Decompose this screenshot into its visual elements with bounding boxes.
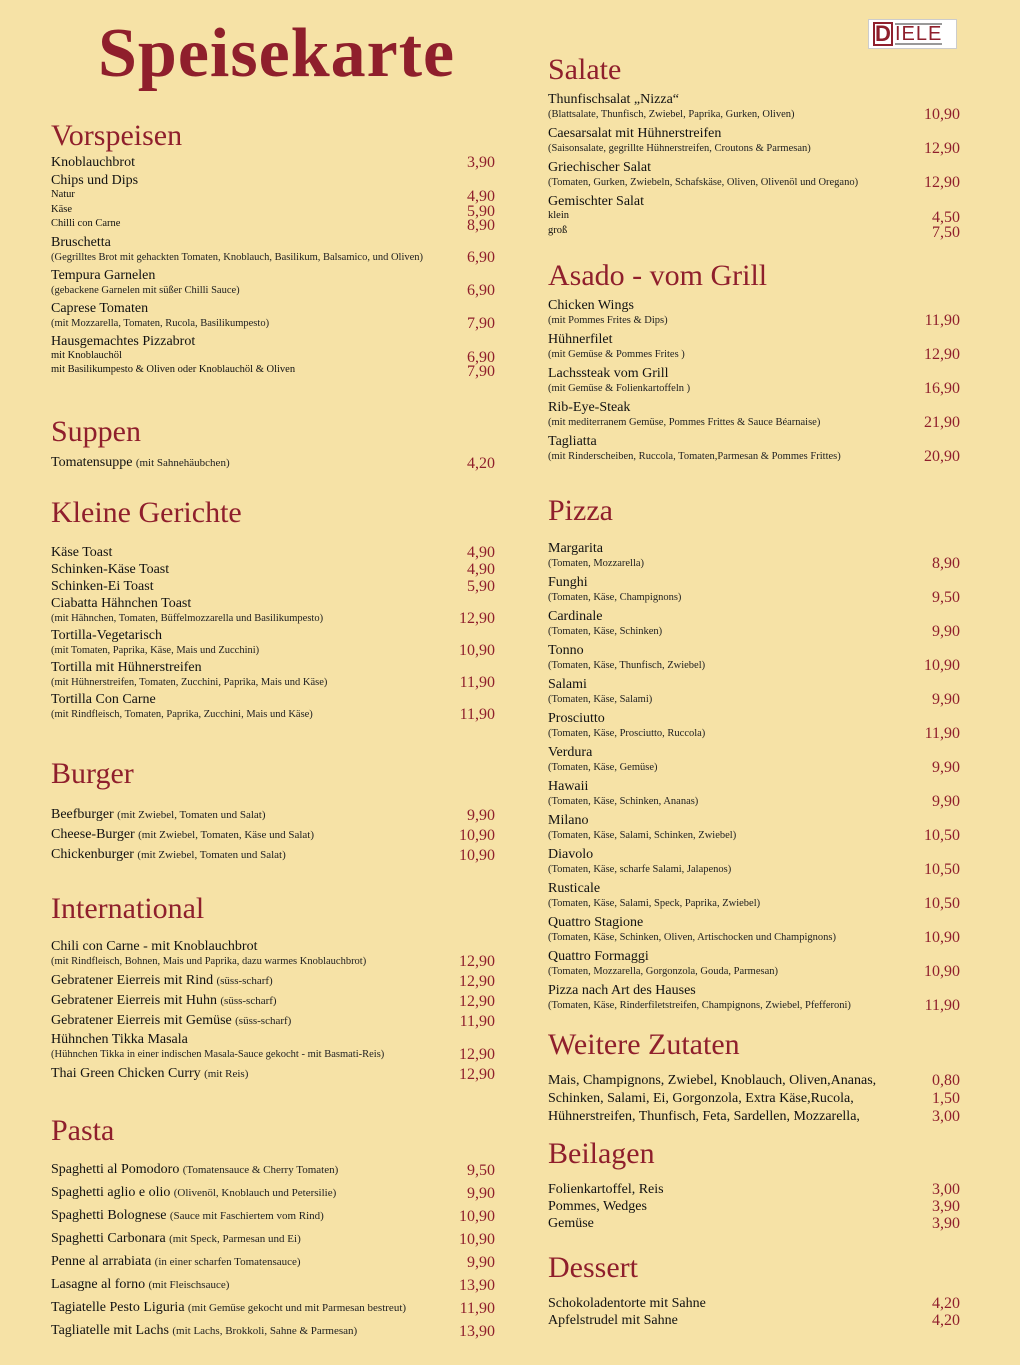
- item-name: Thunfischsalat „Nizza“: [548, 92, 679, 107]
- variant-label: mit Knoblauchöl: [51, 349, 122, 361]
- item-name: Spaghetti Carbonara: [51, 1231, 166, 1246]
- item-price: 10,90: [459, 827, 495, 844]
- item-name: Tortilla Con Carne: [51, 692, 156, 707]
- item-name: Lasagne al forno: [51, 1277, 146, 1292]
- menu-item: [548, 847, 960, 877]
- item-description: (mit Hähnchen, Tomaten, Büffelmozzarella und Basilikumpesto): [51, 613, 324, 624]
- item-price: 13,90: [459, 1277, 495, 1294]
- item-price: 4,20: [467, 455, 495, 472]
- item-name: Spaghetti aglio e olio: [51, 1185, 171, 1200]
- item-name: Spaghetti al Pomodoro: [51, 1162, 180, 1177]
- item-price: 9,50: [932, 589, 960, 606]
- variant-label: klein: [548, 210, 569, 221]
- section-vorspeisen: [51, 118, 495, 381]
- menu-item: [548, 779, 960, 809]
- section-heading-pasta: Pasta: [51, 1114, 115, 1147]
- menu-item: [51, 1230, 495, 1247]
- item-price: 11,90: [459, 1013, 495, 1030]
- item-description: (Tomaten, Mozzarella): [548, 558, 645, 569]
- menu-item: [548, 677, 960, 707]
- item-inline-description: (mit Zwiebel, Tomaten, Käse und Salat): [138, 829, 314, 841]
- menu-items-burger: [51, 806, 495, 863]
- menu-item: [548, 745, 960, 775]
- section-zutaten: [548, 1027, 960, 1127]
- logo-initial: D: [873, 22, 893, 46]
- item-name: Prosciutto: [548, 711, 605, 726]
- item-price: 9,50: [467, 1162, 495, 1179]
- item-price: 12,90: [459, 1046, 495, 1063]
- item-description: (Gegrilltes Brot mit gehackten Tomaten, Knoblauch, Basilikum, Balsamico, und Oliven): [51, 251, 424, 263]
- menu-item: [548, 332, 960, 362]
- section-heading-beilagen: Beilagen: [548, 1137, 655, 1170]
- item-price: 11,90: [924, 312, 960, 329]
- item-price: 10,50: [924, 895, 960, 912]
- menu-item: [548, 1182, 960, 1197]
- section-kleine: [51, 495, 495, 724]
- menu-item: [51, 545, 495, 560]
- item-variant: [51, 203, 495, 218]
- item-name: Tagiatelle Pesto Liguria: [51, 1300, 185, 1315]
- section-dessert: [548, 1250, 960, 1330]
- section-heading-zutaten: Weitere Zutaten: [548, 1028, 740, 1061]
- item-description: (Tomaten, Gurken, Zwiebeln, Schafskäse, Oliven, Olivenöl und Oregano): [548, 177, 859, 188]
- item-price: 11,90: [459, 674, 495, 691]
- diele-logo: [868, 19, 957, 49]
- item-price: 8,90: [932, 555, 960, 572]
- item-name: Lachssteak vom Grill: [548, 366, 669, 381]
- item-variant: [51, 349, 495, 364]
- menu-item: [51, 173, 495, 232]
- item-name: Mais, Champignons, Zwiebel, Knoblauch, Oliven,Ananas,: [548, 1073, 877, 1088]
- item-variant: [548, 224, 960, 239]
- item-price: 20,90: [924, 448, 960, 465]
- item-inline-description: (Tomatensauce & Cherry Tomaten): [182, 1164, 339, 1176]
- menu-item: [51, 1032, 495, 1062]
- item-description: (Tomaten, Käse, Gemüse): [548, 762, 658, 773]
- section-heading-burger: Burger: [51, 757, 134, 790]
- menu-items-pasta: [51, 1161, 495, 1339]
- section-pizza: [548, 493, 960, 1017]
- item-price: 10,90: [924, 929, 960, 946]
- item-name: Caesarsalat mit Hühnerstreifen: [548, 126, 722, 141]
- logo-text: IELE: [895, 23, 943, 45]
- item-price: 12,90: [459, 610, 495, 627]
- menu-item: [51, 846, 495, 863]
- item-price: 6,90: [467, 248, 495, 266]
- item-inline-description: (süss-scharf): [216, 975, 273, 987]
- menu-items-salate: [548, 92, 960, 241]
- item-inline-description: (Sauce mit Faschiertem vom Rind): [169, 1210, 324, 1222]
- item-name: Griechischer Salat: [548, 160, 652, 175]
- item-price: 12,90: [459, 1066, 495, 1083]
- menu-item: [51, 268, 495, 298]
- item-description: (Tomaten, Käse, scharfe Salami, Jalapenos): [548, 864, 732, 875]
- item-name: Funghi: [548, 575, 588, 590]
- item-name: Tempura Garnelen: [51, 267, 156, 283]
- item-price: 6,90: [467, 281, 495, 299]
- item-price: 3,00: [932, 1108, 960, 1125]
- item-price: 12,90: [459, 953, 495, 970]
- item-name: Gebratener Eierreis mit Rind: [51, 973, 214, 988]
- item-name: Penne al arrabiata: [51, 1254, 152, 1269]
- menu-item: [548, 194, 960, 241]
- item-price: 12,90: [459, 993, 495, 1010]
- item-name: Schinken, Salami, Ei, Gorgonzola, Extra Käse,Rucola,: [548, 1091, 854, 1106]
- section-heading-international: International: [51, 892, 205, 925]
- item-price: 0,80: [932, 1072, 960, 1089]
- item-name: Cardinale: [548, 609, 603, 624]
- item-name: Verdura: [548, 745, 593, 760]
- section-heading-vorspeisen: Vorspeisen: [51, 119, 183, 152]
- item-name: Cheese-Burger: [51, 827, 135, 842]
- item-inline-description: (mit Speck, Parmesan und Ei): [169, 1233, 301, 1245]
- menu-item: [51, 628, 495, 658]
- menu-item: [548, 609, 960, 639]
- menu-item: [51, 1012, 495, 1029]
- item-name: Tagliatelle mit Lachs: [51, 1323, 169, 1338]
- section-salate: [548, 52, 960, 242]
- menu-item: [548, 1109, 960, 1124]
- item-name: Gemischter Salat: [548, 194, 645, 209]
- menu-items-vorspeisen: [51, 155, 495, 378]
- item-price: 9,90: [467, 807, 495, 824]
- item-price: 9,90: [467, 1185, 495, 1202]
- item-description: (Tomaten, Mozzarella, Gorgonzola, Gouda, Parmesan): [548, 966, 778, 977]
- item-name: Hühnerfilet: [548, 332, 613, 347]
- item-name: Tomatensuppe: [51, 455, 133, 470]
- item-variant: [51, 188, 495, 203]
- menu-item: [548, 1313, 960, 1328]
- item-name: Thai Green Chicken Curry: [51, 1066, 201, 1081]
- menu-items-asado: [548, 298, 960, 464]
- menu-item: [51, 1065, 495, 1082]
- item-price: 7,90: [467, 314, 495, 332]
- item-name: Chicken Wings: [548, 298, 634, 313]
- item-variant: [548, 209, 960, 224]
- item-price: 1,50: [932, 1090, 960, 1107]
- item-name: Hühnerstreifen, Thunfisch, Feta, Sardellen, Mozzarella,: [548, 1109, 860, 1124]
- menu-item: [548, 1091, 960, 1106]
- item-price: 12,90: [924, 174, 960, 191]
- section-asado: [548, 258, 960, 468]
- menu-item: [51, 806, 495, 823]
- item-name: Chips und Dips: [51, 173, 139, 188]
- menu-items-suppen: [51, 454, 495, 471]
- menu-item: [548, 160, 960, 190]
- menu-item: [51, 1322, 495, 1339]
- menu-item: [548, 575, 960, 605]
- menu-items-international: [51, 939, 495, 1082]
- item-description: (Tomaten, Käse, Schinken): [548, 626, 663, 637]
- item-name: Hausgemachtes Pizzabrot: [51, 333, 196, 349]
- item-name: Chili con Carne - mit Knoblauchbrot: [51, 939, 258, 954]
- menu-item: [548, 813, 960, 843]
- item-description: (mit Pommes Frites & Dips): [548, 315, 668, 326]
- section-suppen: [51, 414, 495, 474]
- item-name: Tortilla mit Hühnerstreifen: [51, 660, 202, 675]
- item-description: (mit Hühnerstreifen, Tomaten, Zucchini, Paprika, Mais und Käse): [51, 677, 328, 688]
- menu-item: [51, 1184, 495, 1201]
- menu-item: [548, 541, 960, 571]
- item-name: Quattro Formaggi: [548, 949, 649, 964]
- item-name: Gebratener Eierreis mit Gemüse: [51, 1013, 232, 1028]
- menu-item: [51, 235, 495, 265]
- variant-price: 5,90: [467, 202, 495, 220]
- item-price: 10,50: [924, 827, 960, 844]
- menu-items-kleine: [51, 545, 495, 722]
- item-inline-description: (Olivenöl, Knoblauch und Petersilie): [173, 1187, 337, 1199]
- menu-item: [548, 298, 960, 328]
- menu-item: [548, 881, 960, 911]
- menu-item: [51, 454, 495, 471]
- item-price: 12,90: [924, 346, 960, 363]
- item-name: Tortilla-Vegetarisch: [51, 628, 162, 643]
- item-variant: [51, 363, 495, 378]
- item-description: (Tomaten, Käse, Prosciutto, Ruccola): [548, 728, 706, 739]
- item-name: Margarita: [548, 541, 603, 556]
- item-price: 11,90: [459, 1300, 495, 1317]
- item-price: 10,90: [459, 1231, 495, 1248]
- item-name: Diavolo: [548, 847, 594, 862]
- item-description: (Tomaten, Käse, Thunfisch, Zwiebel): [548, 660, 706, 671]
- item-name: Ciabatta Hähnchen Toast: [51, 596, 192, 611]
- item-price: 16,90: [924, 380, 960, 397]
- item-price: 3,90: [467, 154, 495, 171]
- menu-item: [548, 983, 960, 1013]
- item-description: (mit Rinderscheiben, Ruccola, Tomaten,Parmesan & Pommes Frittes): [548, 451, 841, 462]
- menu-item: [548, 643, 960, 673]
- variant-price: 4,90: [467, 188, 495, 205]
- section-beilagen: [548, 1136, 960, 1233]
- item-price: 9,90: [932, 623, 960, 640]
- item-description: (Tomaten, Käse, Champignons): [548, 592, 682, 603]
- item-name: Apfelstrudel mit Sahne: [548, 1313, 678, 1328]
- menu-items-zutaten: [548, 1073, 960, 1124]
- item-price: 10,90: [924, 963, 960, 980]
- item-price: 4,20: [932, 1295, 960, 1312]
- menu-item: [548, 915, 960, 945]
- item-name: Gebratener Eierreis mit Huhn: [51, 993, 217, 1008]
- variant-label: groß: [548, 224, 568, 236]
- item-description: (mit Rindfleisch, Bohnen, Mais und Paprika, dazu warmes Knoblauchbrot): [51, 956, 367, 967]
- menu-item: [548, 1216, 960, 1231]
- menu-item: [548, 400, 960, 430]
- item-name: Knoblauchbrot: [51, 155, 135, 170]
- menu-item: [548, 1073, 960, 1088]
- item-description: (Tomaten, Käse, Salami, Speck, Paprika, Zwiebel): [548, 898, 761, 909]
- item-name: Tagliatta: [548, 434, 597, 449]
- item-price: 5,90: [467, 578, 495, 595]
- item-description: (Saisonsalate, gegrillte Hühnerstreifen, Croutons & Parmesan): [548, 143, 811, 154]
- item-name: Gemüse: [548, 1216, 594, 1231]
- menu-item: [51, 826, 495, 843]
- item-name: Quattro Stagione: [548, 915, 644, 930]
- menu-item: [51, 155, 495, 170]
- item-variant: [51, 217, 495, 232]
- item-name: Folienkartoffel, Reis: [548, 1182, 664, 1197]
- item-price: 11,90: [459, 706, 495, 723]
- item-description: (Tomaten, Käse, Schinken, Oliven, Artischocken und Champignons): [548, 932, 836, 943]
- page-title: Speisekarte: [98, 15, 456, 92]
- item-name: Pommes, Wedges: [548, 1199, 647, 1214]
- item-inline-description: (mit Zwiebel, Tomaten und Salat): [137, 849, 286, 861]
- menu-item: [51, 1207, 495, 1224]
- menu-items-beilagen: [548, 1182, 960, 1231]
- item-name: Schinken-Käse Toast: [51, 562, 170, 577]
- section-heading-suppen: Suppen: [51, 415, 141, 448]
- item-price: 10,90: [459, 642, 495, 659]
- menu-item: [51, 1253, 495, 1270]
- item-price: 12,90: [459, 973, 495, 990]
- variant-label: Chilli con Carne: [51, 218, 121, 229]
- item-price: 10,90: [459, 847, 495, 864]
- item-name: Rib-Eye-Steak: [548, 400, 631, 415]
- menu-item: [51, 1276, 495, 1293]
- menu-item: [51, 939, 495, 969]
- section-heading-salate: Salate: [548, 53, 622, 86]
- section-heading-kleine: Kleine Gerichte: [51, 496, 242, 529]
- menu-item: [548, 1296, 960, 1311]
- item-description: (gebackene Garnelen mit süßer Chilli Sauce): [51, 284, 240, 296]
- variant-label: Natur: [51, 189, 75, 200]
- item-inline-description: (mit Reis): [204, 1068, 249, 1080]
- item-price: 12,90: [924, 140, 960, 157]
- menu-item: [51, 992, 495, 1009]
- item-description: (mit Gemüse & Folienkartoffeln ): [548, 383, 691, 394]
- menu-item: [51, 692, 495, 722]
- item-price: 11,90: [924, 997, 960, 1014]
- item-price: 3,90: [932, 1215, 960, 1232]
- item-inline-description: (süss-scharf): [235, 1015, 292, 1027]
- item-name: Tonno: [548, 643, 584, 658]
- item-inline-description: (in einer scharfen Tomatensauce): [154, 1256, 301, 1268]
- item-description: (mit Gemüse & Pommes Frites ): [548, 349, 685, 360]
- item-description: (Hühnchen Tikka in einer indischen Masala-Sauce gekocht - mit Basmati-Reis): [51, 1049, 385, 1060]
- menu-item: [548, 711, 960, 741]
- item-name: Bruschetta: [51, 234, 111, 250]
- variant-label: mit Basilikumpesto & Oliven oder Knoblauchöl & Oliven: [51, 364, 296, 375]
- menu-item: [51, 562, 495, 577]
- item-inline-description: (mit Fleischsauce): [148, 1279, 230, 1291]
- menu-items-pizza: [548, 541, 960, 1013]
- section-burger: [51, 756, 495, 866]
- item-name: Salami: [548, 677, 587, 692]
- menu-item: [51, 1161, 495, 1178]
- item-price: 10,50: [924, 861, 960, 878]
- item-description: (mit Mozzarella, Tomaten, Rucola, Basilikumpesto): [51, 317, 270, 329]
- menu-item: [548, 949, 960, 979]
- menu-item: [548, 366, 960, 396]
- item-price: 9,90: [932, 691, 960, 708]
- item-description: (Tomaten, Käse, Rinderfiletstreifen, Champignons, Zwiebel, Pfefferoni): [548, 1000, 851, 1011]
- item-name: Schinken-Ei Toast: [51, 579, 154, 594]
- section-international: [51, 891, 495, 1085]
- variant-price: 4,50: [932, 209, 960, 226]
- variant-price: 7,50: [932, 223, 960, 241]
- item-inline-description: (mit Lachs, Brokkoli, Sahne & Parmesan): [172, 1325, 358, 1337]
- item-price: 9,90: [932, 759, 960, 776]
- item-name: Schokoladentorte mit Sahne: [548, 1296, 706, 1311]
- item-price: 4,90: [467, 544, 495, 561]
- item-price: 3,90: [932, 1198, 960, 1215]
- menu-item: [51, 596, 495, 626]
- item-name: Rusticale: [548, 881, 601, 896]
- item-description: (Tomaten, Käse, Salami): [548, 694, 653, 705]
- item-name: Pizza nach Art des Hauses: [548, 983, 696, 998]
- item-price: 10,90: [459, 1208, 495, 1225]
- item-name: Chickenburger: [51, 847, 134, 862]
- item-name: Spaghetti Bolognese: [51, 1208, 167, 1223]
- item-description: (mit Tomaten, Paprika, Käse, Mais und Zucchini): [51, 645, 260, 656]
- section-heading-asado: Asado - vom Grill: [548, 259, 768, 292]
- item-description: (Blattsalate, Thunfisch, Zwiebel, Paprika, Gurken, Oliven): [548, 109, 795, 120]
- item-name: Hawaii: [548, 779, 589, 794]
- menu-item: [51, 334, 495, 378]
- menu-item: [548, 92, 960, 122]
- menu-item: [51, 301, 495, 331]
- item-price: 4,20: [932, 1312, 960, 1329]
- item-price: 4,90: [467, 561, 495, 578]
- item-price: 9,90: [932, 793, 960, 810]
- menu-item: [548, 1199, 960, 1214]
- variant-price: 6,90: [467, 348, 495, 366]
- item-price: 3,00: [932, 1181, 960, 1198]
- section-heading-pizza: Pizza: [548, 494, 613, 527]
- item-name: Caprese Tomaten: [51, 300, 149, 316]
- section-heading-dessert: Dessert: [548, 1251, 638, 1284]
- menu-item: [51, 972, 495, 989]
- item-inline-description: (mit Sahnehäubchen): [135, 457, 230, 469]
- item-price: 10,90: [924, 106, 960, 123]
- item-inline-description: (süss-scharf): [220, 995, 277, 1007]
- item-price: 21,90: [924, 414, 960, 431]
- item-inline-description: (mit Gemüse gekocht und mit Parmesan bestreut): [187, 1302, 407, 1314]
- variant-label: Käse: [51, 203, 72, 215]
- menu-item: [51, 579, 495, 594]
- item-inline-description: (mit Zwiebel, Tomaten und Salat): [117, 809, 266, 821]
- item-price: 9,90: [467, 1254, 495, 1271]
- item-price: 10,90: [924, 657, 960, 674]
- item-description: (Tomaten, Käse, Schinken, Ananas): [548, 796, 699, 807]
- item-description: (mit Rindfleisch, Tomaten, Paprika, Zucchini, Mais und Käse): [51, 709, 313, 720]
- menu-item: [548, 434, 960, 464]
- item-description: (Tomaten, Käse, Salami, Schinken, Zwiebel): [548, 830, 737, 841]
- variant-price: 7,90: [467, 363, 495, 380]
- section-pasta: [51, 1113, 495, 1345]
- item-name: Milano: [548, 813, 589, 828]
- item-description: (mit mediterranem Gemüse, Pommes Frittes & Sauce Béarnaise): [548, 417, 821, 428]
- menu-item: [51, 660, 495, 690]
- item-name: Beefburger: [51, 807, 114, 822]
- menu-item: [51, 1299, 495, 1316]
- item-name: Hühnchen Tikka Masala: [51, 1032, 188, 1047]
- menu-item: [548, 126, 960, 156]
- item-name: Käse Toast: [51, 545, 113, 560]
- item-price: 13,90: [459, 1323, 495, 1340]
- menu-items-dessert: [548, 1296, 960, 1328]
- item-price: 11,90: [924, 725, 960, 742]
- variant-price: 8,90: [467, 217, 495, 234]
